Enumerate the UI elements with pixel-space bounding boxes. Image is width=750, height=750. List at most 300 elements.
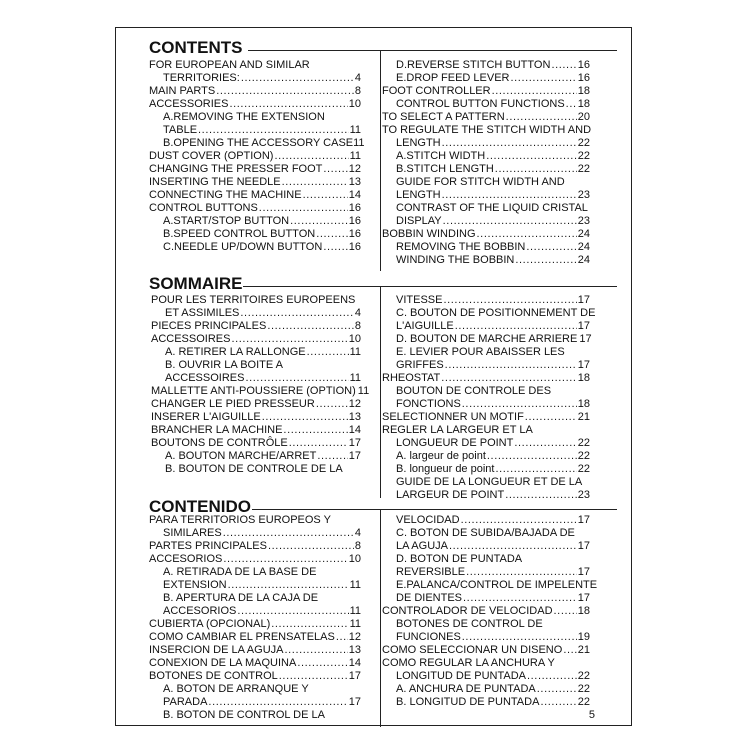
toc-entry — [149, 553, 361, 566]
toc-page-number: 17 — [577, 514, 590, 526]
toc-page-number: 22 — [577, 463, 590, 475]
toc-entry-title: BOUTON DE CONTROLE DES — [396, 385, 552, 397]
toc-page-number: 12 — [348, 631, 361, 643]
dot-leader — [229, 98, 347, 111]
toc-entry-title: BOTONES DE CONTROL — [149, 670, 278, 682]
toc-page-number: 21 — [577, 411, 590, 423]
dot-leader — [290, 215, 348, 228]
dot-leader — [198, 124, 349, 137]
toc-entry-title: CONTROL BUTTONS — [149, 202, 258, 214]
section-title: CONTENTS — [149, 38, 243, 57]
dot-leader — [231, 333, 347, 346]
toc-entry — [382, 605, 590, 618]
toc-entry — [151, 307, 361, 320]
dot-leader — [316, 228, 348, 241]
dot-leader — [336, 631, 348, 644]
toc-entry — [149, 124, 361, 137]
toc-entry-title: L'AIGUILLE — [396, 320, 454, 332]
toc-page-number: 11 — [349, 124, 361, 136]
toc-entry — [382, 254, 590, 267]
dot-leader — [445, 359, 577, 372]
toc-entry-title: INSERCION DE LA AGUJA — [149, 644, 284, 656]
toc-entry — [382, 696, 590, 709]
toc-entry-title: A. RETIRADA DE LA BASE DE — [163, 566, 317, 578]
toc-page-number: 13 — [348, 644, 361, 656]
toc-entry-title: A. ANCHURA DE PUNTADA — [396, 683, 536, 695]
toc-entry-title: INSERTING THE NEEDLE — [149, 176, 281, 188]
toc-entry — [382, 398, 590, 411]
toc-entry-title: COMO SELECCIONAR UN DISENO — [382, 644, 563, 656]
dot-leader — [515, 254, 576, 267]
toc-page-number: 12 — [348, 163, 361, 175]
toc-entry — [382, 307, 596, 320]
toc-entry — [149, 605, 361, 618]
toc-entry-title: COMO REGULAR LA ANCHURA Y — [382, 657, 555, 669]
toc-entry-title: GUIDE DE LA LONGUEUR ET DE LA — [396, 476, 583, 488]
toc-entry — [382, 320, 590, 333]
title-rule — [243, 286, 617, 287]
dot-leader — [551, 59, 576, 72]
toc-entry-title: CONEXION DE LA MAQUINA — [149, 657, 297, 669]
toc-entry-title: DISPLAY — [396, 215, 442, 227]
toc-entry — [382, 463, 590, 476]
toc-entry-title: B. BOUTON DE CONTROLE DE LA — [165, 463, 343, 475]
toc-entry — [149, 163, 361, 176]
toc-entry-title: TO SELECT A PATTERN — [382, 111, 505, 123]
toc-entry-title: CHANGING THE PRESSER FOOT — [149, 163, 323, 175]
toc-entry — [149, 176, 361, 189]
column-divider — [380, 286, 381, 498]
toc-entry-title: B. LONGITUD DE PUNTADA — [396, 696, 540, 708]
toc-page-number: 8 — [354, 320, 361, 332]
toc-page-number: 19 — [577, 631, 590, 643]
toc-entry-title: DUST COVER (OPTION) — [149, 150, 274, 162]
toc-page-number: 17 — [577, 320, 590, 332]
toc-page-number: 17 — [577, 566, 590, 578]
toc-entry-title: E.DROP FEED LEVER — [396, 72, 510, 84]
toc-entry — [382, 437, 590, 450]
toc-page-number: 24 — [577, 254, 590, 266]
dot-leader — [462, 398, 577, 411]
dot-leader — [223, 553, 347, 566]
dot-leader — [223, 527, 354, 540]
dot-leader — [241, 72, 354, 85]
toc-entry-title: SELECTIONNER UN MOTIF — [382, 411, 524, 423]
toc-entry — [382, 657, 590, 670]
toc-entry-title: ACCESSOIRES — [151, 333, 231, 345]
toc-page-number: 22 — [577, 137, 590, 149]
toc-entry-title: A. largeur de point — [396, 450, 486, 462]
toc-entry — [149, 150, 361, 163]
toc-entry — [149, 137, 365, 150]
toc-entry — [151, 450, 361, 463]
dot-leader — [274, 150, 348, 163]
toc-entry — [149, 98, 361, 111]
dot-leader — [268, 540, 354, 553]
toc-entry — [151, 346, 361, 359]
manual-page — [115, 27, 632, 726]
toc-column-left — [149, 514, 361, 722]
toc-page-number: 4 — [354, 527, 361, 539]
toc-entry-title: MALLETTE ANTI-POUSSIERE (OPTION) — [151, 385, 356, 397]
toc-page-number: 13 — [348, 411, 361, 423]
toc-entry-title: BOBBIN WINDING — [382, 228, 476, 240]
toc-entry — [149, 527, 361, 540]
toc-page-number: 22 — [577, 150, 590, 162]
toc-entry — [382, 631, 590, 644]
dot-leader — [267, 320, 354, 333]
toc-entry — [382, 176, 590, 189]
toc-entry — [149, 59, 361, 72]
toc-entry-title: A.START/STOP BUTTON — [163, 215, 290, 227]
toc-page-number: 23 — [577, 489, 590, 501]
dot-leader — [461, 514, 577, 527]
dot-leader — [442, 189, 577, 202]
toc-page-number: 8 — [354, 85, 361, 97]
toc-entry — [149, 631, 361, 644]
toc-entry — [382, 346, 590, 359]
toc-entry — [382, 618, 590, 631]
toc-page-number: 16 — [577, 72, 590, 84]
toc-entry — [149, 709, 361, 722]
toc-page-number: 11 — [353, 137, 365, 149]
dot-leader — [506, 111, 577, 124]
dot-leader — [237, 605, 348, 618]
toc-entry-title: E.PALANCA/CONTROL DE IMPELENTE — [396, 579, 598, 591]
toc-entry — [149, 683, 361, 696]
toc-page-number: 11 — [349, 605, 361, 617]
dot-leader — [492, 85, 577, 98]
toc-entry-title: C. BOTON DE SUBIDA/BAJADA DE — [396, 527, 575, 539]
toc-entry — [382, 579, 598, 592]
toc-entry-title: PARTES PRINCIPALES — [149, 540, 267, 552]
section-contenido — [116, 497, 631, 727]
toc-entry-title: RHEOSTAT — [382, 372, 441, 384]
toc-entry — [149, 85, 361, 98]
dot-leader — [297, 657, 347, 670]
toc-entry-title: CUBIERTA (OPCIONAL) — [149, 618, 271, 630]
toc-entry — [149, 592, 361, 605]
toc-entry — [149, 618, 361, 631]
dot-leader — [443, 294, 576, 307]
toc-entry — [149, 111, 361, 124]
toc-entry-title: A.REMOVING THE EXTENSION — [163, 111, 325, 123]
dot-leader — [228, 579, 349, 592]
toc-page-number: 17 — [577, 294, 590, 306]
toc-entry — [151, 294, 361, 307]
toc-page-number: 14 — [348, 424, 361, 436]
dot-leader — [449, 540, 577, 553]
toc-entry-title: FOOT CONTROLLER — [382, 85, 491, 97]
title-rule — [252, 509, 617, 510]
toc-entry — [151, 372, 361, 385]
dot-leader — [317, 450, 347, 463]
toc-entry — [382, 476, 590, 489]
toc-entry-title: D. BOTON DE PUNTADA — [396, 553, 523, 565]
toc-page-number: 23 — [577, 215, 590, 227]
toc-entry-title: B. longueur de point — [396, 463, 495, 475]
toc-entry — [151, 320, 361, 333]
dot-leader — [514, 437, 576, 450]
toc-entry — [382, 189, 590, 202]
toc-entry-title: BOUTONS DE CONTRÔLE — [151, 437, 288, 449]
toc-page-number: 17 — [577, 359, 590, 371]
toc-page-number: 17 — [348, 450, 361, 462]
toc-entry — [149, 566, 361, 579]
dot-leader — [316, 398, 348, 411]
toc-entry-title: B.SPEED CONTROL BUTTON — [163, 228, 316, 240]
toc-entry — [149, 202, 361, 215]
toc-entry-title: ET ASSIMILES — [165, 307, 240, 319]
toc-entry — [382, 592, 590, 605]
toc-entry — [151, 333, 361, 346]
toc-page-number: 17 — [348, 670, 361, 682]
toc-page-number: 18 — [577, 372, 590, 384]
toc-entry-title: CONTROLADOR DE VELOCIDAD — [382, 605, 553, 617]
toc-page-number: 17 — [348, 437, 361, 449]
toc-entry — [382, 202, 590, 215]
toc-page-number: 17 — [577, 592, 590, 604]
dot-leader — [216, 85, 354, 98]
toc-entry-title: VELOCIDAD — [396, 514, 460, 526]
toc-entry-title: POUR LES TERRITOIRES EUROPEENS — [151, 294, 356, 306]
toc-entry — [149, 241, 361, 254]
toc-page-number: 16 — [577, 59, 590, 71]
toc-entry-title: B. BOTON DE CONTROL DE LA — [163, 709, 325, 721]
toc-entry — [149, 72, 361, 85]
toc-page-number: 4 — [354, 72, 361, 84]
toc-entry-title: FONCTIONS — [396, 398, 461, 410]
toc-entry-title: B. APERTURA DE LA CAJA DE — [163, 592, 319, 604]
toc-entry-title: A. BOTON DE ARRANQUE Y — [163, 683, 309, 695]
toc-entry — [151, 398, 361, 411]
section-sommaire — [116, 274, 631, 501]
toc-entry — [382, 553, 590, 566]
toc-page-number: 11 — [349, 579, 361, 591]
toc-entry — [151, 359, 361, 372]
toc-entry — [382, 98, 590, 111]
dot-leader — [323, 241, 347, 254]
toc-entry-title: LA AGUJA — [396, 540, 448, 552]
toc-entry-title: REGLER LA LARGEUR ET LA — [382, 424, 533, 436]
toc-page-number: 11 — [349, 618, 361, 630]
toc-entry — [149, 514, 361, 527]
toc-column-left — [151, 294, 370, 476]
toc-entry-title: MAIN PARTS — [149, 85, 216, 97]
toc-entry — [151, 437, 361, 450]
toc-column-right — [382, 514, 598, 709]
toc-entry — [382, 514, 590, 527]
toc-page-number: 11 — [349, 346, 361, 358]
dot-leader — [284, 644, 347, 657]
toc-page-number: 17 — [579, 333, 592, 345]
toc-page-number: 18 — [577, 398, 590, 410]
dot-leader — [554, 605, 577, 618]
toc-entry — [151, 385, 370, 398]
toc-entry-title: TABLE — [163, 124, 198, 136]
toc-page-number: 10 — [348, 333, 361, 345]
toc-entry — [382, 385, 590, 398]
toc-entry-title: A. BOUTON MARCHE/ARRET — [165, 450, 317, 462]
toc-entry-title: GRIFFES — [396, 359, 444, 371]
toc-entry-title: C.NEEDLE UP/DOWN BUTTON — [163, 241, 323, 253]
dot-leader — [455, 320, 577, 333]
dot-leader — [462, 631, 577, 644]
toc-entry-title: LENGTH — [396, 137, 441, 149]
toc-entry-title: A.STITCH WIDTH — [396, 150, 486, 162]
toc-entry-title: E. LEVIER POUR ABAISSER LES — [396, 346, 565, 358]
toc-entry — [149, 228, 361, 241]
toc-page-number: 10 — [348, 553, 361, 565]
toc-entry — [149, 215, 361, 228]
title-rule — [248, 50, 617, 51]
toc-entry-title: CONNECTING THE MACHINE — [149, 189, 302, 201]
section-title: SOMMAIRE — [149, 274, 243, 293]
toc-entry-title: INSERER L'AIGUILLE — [151, 411, 261, 423]
toc-page-number: 21 — [577, 644, 590, 656]
toc-entry-title: B. OUVRIR LA BOITE A — [165, 359, 283, 371]
dot-leader — [495, 463, 576, 476]
dot-leader — [271, 618, 348, 631]
toc-entry — [149, 189, 361, 202]
dot-leader — [566, 98, 577, 111]
toc-entry-title: ACCESORIOS — [149, 553, 223, 565]
toc-entry — [382, 294, 590, 307]
toc-entry — [149, 579, 361, 592]
toc-entry-title: ACCESORIOS — [163, 605, 237, 617]
toc-entry-title: TERRITORIES: — [163, 72, 240, 84]
dot-leader — [441, 372, 576, 385]
toc-column-left — [149, 59, 365, 254]
toc-entry-title: BOTONES DE CONTROL DE — [396, 618, 543, 630]
toc-entry — [382, 85, 590, 98]
toc-page-number: 16 — [348, 215, 361, 227]
toc-entry — [382, 683, 590, 696]
toc-entry — [382, 241, 590, 254]
toc-page-number: 24 — [577, 241, 590, 253]
toc-entry — [149, 644, 361, 657]
dot-leader — [486, 150, 577, 163]
toc-entry — [382, 359, 590, 372]
toc-entry-title: C. BOUTON DE POSITIONNEMENT DE — [396, 307, 596, 319]
toc-entry — [382, 411, 590, 424]
dot-leader — [477, 228, 577, 241]
section-contents — [116, 38, 631, 268]
toc-entry — [382, 215, 590, 228]
toc-entry-title: LENGTH — [396, 189, 441, 201]
toc-page-number: 17 — [577, 540, 590, 552]
dot-leader — [282, 176, 348, 189]
toc-entry-title: PARADA — [163, 696, 208, 708]
toc-page-number: 8 — [354, 540, 361, 552]
toc-entry — [151, 463, 361, 476]
dot-leader — [463, 592, 577, 605]
dot-leader — [526, 241, 576, 254]
toc-entry-title: ACCESSOIRES — [165, 372, 245, 384]
toc-page-number: 23 — [577, 189, 590, 201]
column-divider — [380, 50, 381, 271]
dot-leader — [540, 696, 576, 709]
toc-entry-title: CONTROL BUTTON FUNCTIONS — [396, 98, 565, 110]
dot-leader — [259, 202, 348, 215]
toc-entry-title: LONGUEUR DE POINT — [396, 437, 514, 449]
dot-leader — [262, 411, 348, 424]
toc-entry-title: CHANGER LE PIED PRESSEUR — [151, 398, 315, 410]
toc-entry — [149, 696, 361, 709]
toc-entry — [382, 566, 590, 579]
toc-page-number: 22 — [577, 450, 590, 462]
dot-leader — [525, 411, 577, 424]
toc-entry — [382, 228, 590, 241]
dot-leader — [283, 424, 347, 437]
toc-entry-title: DE DIENTES — [396, 592, 463, 604]
toc-entry-title: LONGITUD DE PUNTADA — [396, 670, 526, 682]
dot-leader — [289, 437, 348, 450]
toc-entry-title: ACCESSORIES — [149, 98, 229, 110]
toc-entry-title: PARA TERRITORIOS EUROPEOS Y — [149, 514, 331, 526]
toc-entry-title: REVERSIBLE — [396, 566, 466, 578]
toc-page-number: 22 — [577, 696, 590, 708]
toc-page-number: 13 — [348, 176, 361, 188]
toc-page-number: 22 — [577, 437, 590, 449]
toc-entry — [382, 59, 590, 72]
toc-entry-title: FUNCIONES — [396, 631, 461, 643]
toc-entry — [151, 424, 361, 437]
toc-entry-title: COMO CAMBIAR EL PRENSATELAS — [149, 631, 335, 643]
toc-page-number: 11 — [357, 385, 370, 397]
toc-page-number: 18 — [577, 85, 590, 97]
toc-page-number: 22 — [577, 670, 590, 682]
toc-entry-title: LARGEUR DE POINT — [396, 489, 505, 501]
toc-entry — [382, 540, 590, 553]
toc-page-number: 11 — [349, 150, 361, 162]
toc-entry — [382, 333, 590, 346]
toc-entry-title: CONTRAST OF THE LIQUID CRISTAL — [396, 202, 588, 214]
toc-page-number: 22 — [577, 683, 590, 695]
dot-leader — [563, 644, 576, 657]
toc-entry — [149, 540, 361, 553]
toc-page-number: 11 — [349, 372, 361, 384]
dot-leader — [245, 372, 348, 385]
column-divider — [380, 509, 381, 727]
toc-entry — [382, 137, 590, 150]
dot-leader — [208, 696, 347, 709]
toc-column-right — [382, 59, 590, 267]
toc-entry-title: WINDING THE BOBBIN — [396, 254, 515, 266]
toc-entry-title: GUIDE FOR STITCH WIDTH AND — [396, 176, 565, 188]
toc-page-number: 14 — [348, 657, 361, 669]
dot-leader — [495, 163, 577, 176]
toc-entry — [149, 657, 361, 670]
dot-leader — [537, 683, 577, 696]
section-title: CONTENIDO — [149, 497, 251, 516]
toc-entry — [149, 670, 361, 683]
toc-entry-title: B.OPENING THE ACCESSORY CASE — [163, 137, 354, 149]
toc-entry-title: D. BOUTON DE MARCHE ARRIERE — [396, 333, 578, 345]
toc-entry-title: B.STITCH LENGTH — [396, 163, 494, 175]
dot-leader — [466, 566, 577, 579]
dot-leader — [487, 450, 577, 463]
toc-page-number: 16 — [348, 202, 361, 214]
toc-entry — [151, 411, 361, 424]
toc-entry — [382, 111, 590, 124]
toc-entry — [382, 124, 590, 137]
toc-entry — [382, 72, 590, 85]
toc-entry — [382, 670, 590, 683]
toc-entry — [382, 450, 590, 463]
toc-entry — [382, 150, 590, 163]
dot-leader — [323, 163, 347, 176]
